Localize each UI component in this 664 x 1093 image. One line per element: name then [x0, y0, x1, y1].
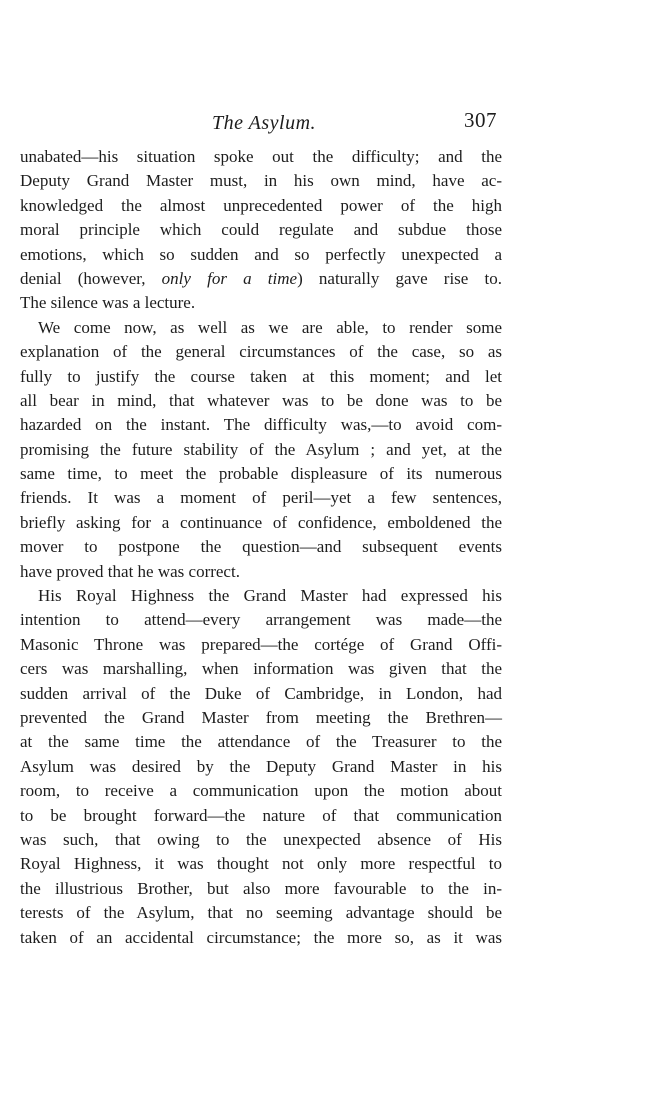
text-line: to be brought forward—the nature of that communication [20, 805, 502, 825]
text-line: unabated—his situation spoke out the difficulty; and the [20, 147, 502, 166]
text-run: ) naturally gave rise to. [297, 268, 502, 288]
text-line: hazarded on the instant. The difficulty was,—to avoid com- [20, 415, 502, 435]
text-line: intention to attend—every arrangement was made—the [20, 610, 502, 630]
running-title: The Asylum. [212, 112, 317, 134]
running-header [0, 108, 664, 138]
text-line: The silence was a lecture. [20, 293, 196, 313]
text-line: moral principle which could regulate and subdue those [20, 220, 502, 240]
text-line: taken of an accidental circumstance; the more so, as it was [20, 927, 502, 947]
text-line: the illustrious Brother, but also more favourable to the in- [20, 878, 502, 898]
text-line: at the same time the attendance of the Treasurer to the [20, 732, 502, 752]
text-line: knowledged the almost unprecedented power of the high [20, 195, 502, 215]
body-text [20, 145, 502, 950]
text-run: denial (however, [20, 268, 162, 288]
text-line: emotions, which so sudden and so perfectly unexpected a [20, 244, 502, 264]
text-line [20, 267, 502, 291]
text-line: friends. It was a moment of peril—yet a few sentences, [20, 488, 502, 508]
text-line: sudden arrival of the Duke of Cambridge, in London, had [20, 683, 502, 703]
page-number: 307 [464, 108, 497, 132]
text-line: all bear in mind, that whatever was to be done was to be [20, 390, 502, 410]
text-line: Asylum was desired by the Deputy Grand Master in his [20, 756, 502, 776]
text-line: mover to postpone the question—and subsequent events [20, 537, 502, 557]
paragraph-first-line: We come now, as well as we are able, to render some [38, 317, 502, 337]
text-line: briefly asking for a continuance of confidence, emboldened the [20, 512, 502, 532]
paragraph-first-line: His Royal Highness the Grand Master had expressed his [38, 586, 502, 606]
text-line: fully to justify the course taken at this moment; and let [20, 366, 502, 386]
text-line: prevented the Grand Master from meeting the Brethren— [20, 707, 502, 727]
text-line: room, to receive a communication upon the motion about [20, 781, 502, 801]
text-line: cers was marshalling, when information was given that the [20, 659, 502, 679]
text-line: promising the future stability of the Asylum ; and yet, at the [20, 439, 502, 459]
text-line: Royal Highness, it was thought not only more respectful to [20, 854, 502, 874]
text-line: was such, that owing to the unexpected absence of His [20, 829, 502, 849]
italic-phrase: only for a time [161, 268, 298, 288]
text-line: have proved that he was correct. [20, 561, 240, 581]
text-line: Masonic Throne was prepared—the cortége of Grand Offi- [20, 634, 502, 654]
text-line: Deputy Grand Master must, in his own mind, have ac- [20, 171, 502, 191]
text-line: same time, to meet the probable displeasure of its numerous [20, 464, 502, 484]
text-line: explanation of the general circumstances of the case, so as [20, 342, 502, 362]
text-line: terests of the Asylum, that no seeming advantage should be [20, 903, 502, 923]
